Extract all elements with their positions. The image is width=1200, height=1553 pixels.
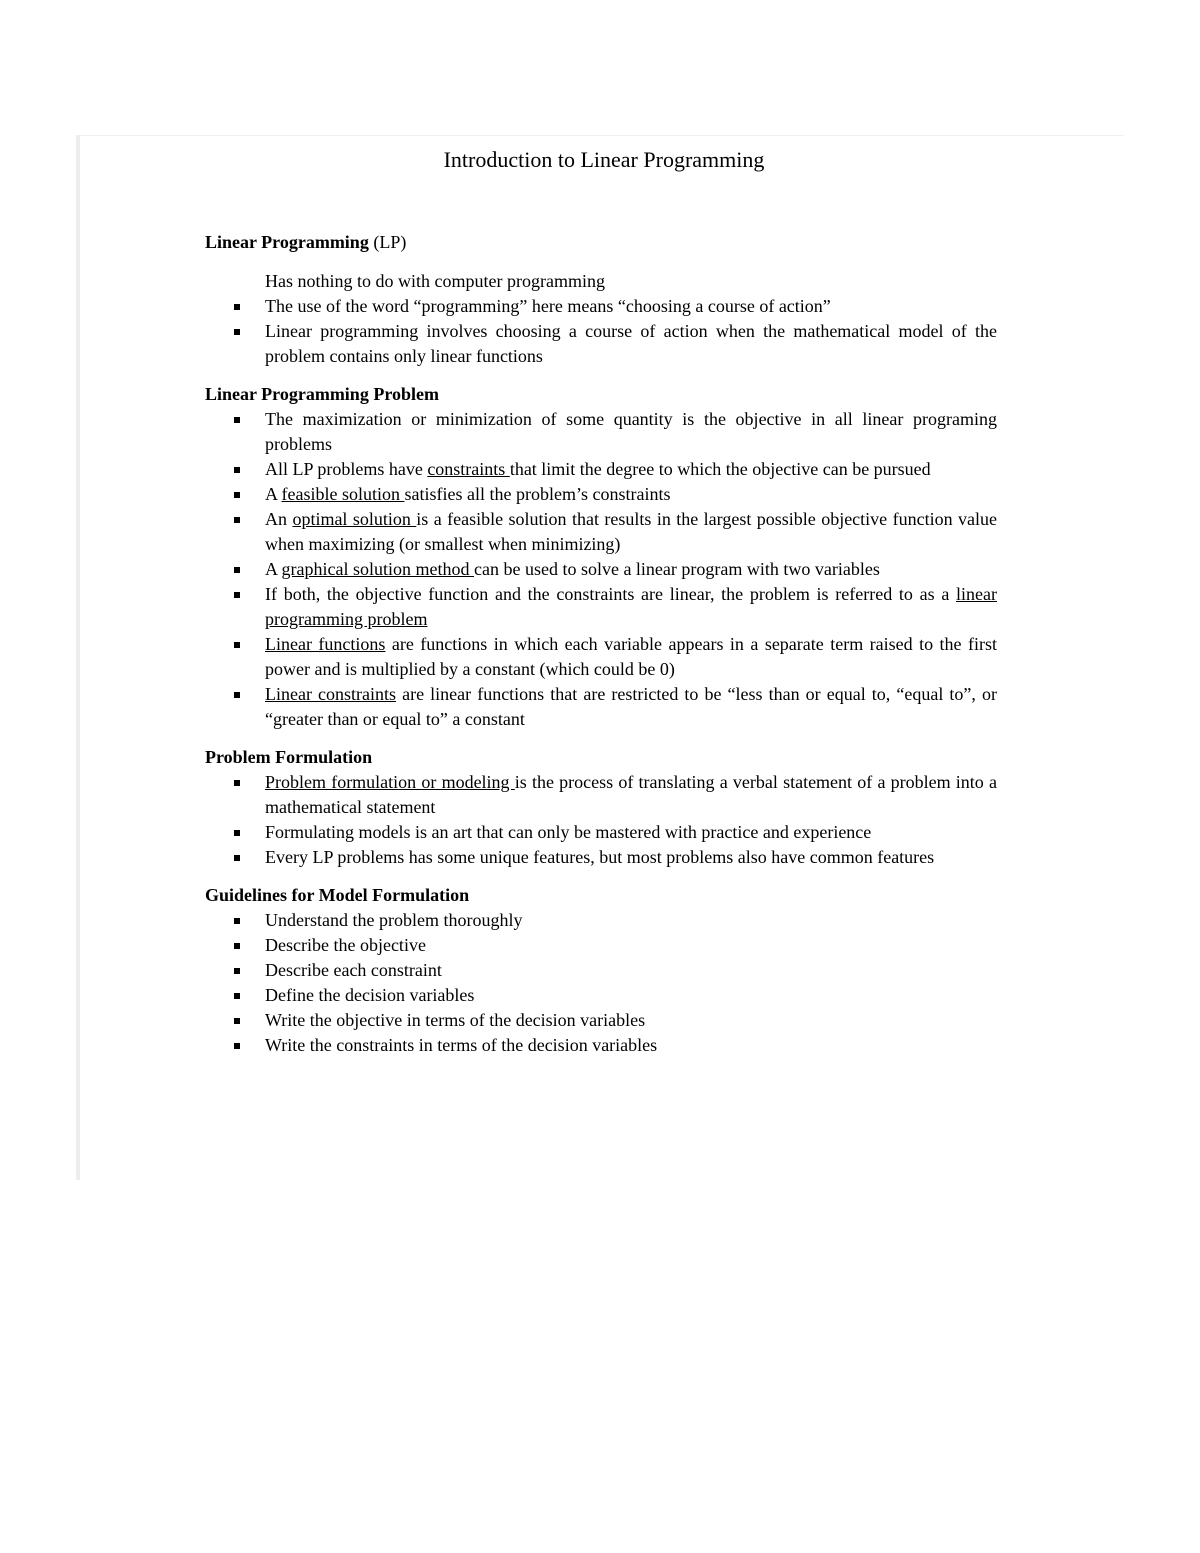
square-bullet-icon [234,567,240,573]
section-heading-lp-suffix: (LP) [368,232,407,252]
term-linear-constraints: Linear constraints [265,684,397,704]
term-graphical-solution-method: graphical solution method [281,559,474,579]
section-heading-pf: Problem Formulation [205,747,373,767]
list-item: Write the objective in terms of the decision variables [205,1008,997,1033]
list-item: Problem formulation or modeling is the process of translating a verbal statement of a problem into a mathematical statement [205,770,997,820]
list-item: All LP problems have constraints that limit the degree to which the objective can be pursued [205,457,997,482]
document-title: Introduction to Linear Programming [443,147,765,172]
lpp-bullet-list [205,407,997,732]
square-bullet-icon [234,304,240,310]
term-problem-formulation: Problem formulation or modeling [265,772,515,792]
term-linear-functions: Linear functions [265,634,386,654]
list-item: A graphical solution method can be used to solve a linear program with two variables [205,557,997,582]
section-heading-lp [205,230,997,255]
square-bullet-icon [234,642,240,648]
square-bullet-icon [234,1018,240,1024]
list-item: Formulating models is an art that can only be mastered with practice and experience [205,820,997,845]
list-item: Linear constraints are linear functions that are restricted to be “less than or equal to, “equal to”, or “greater than or equal to” a constant [205,682,997,732]
square-bullet-icon [234,943,240,949]
square-bullet-icon [234,780,240,786]
list-item: An optimal solution is a feasible solution that results in the largest possible objective function value when maximizing (or smallest when minimizing) [205,507,997,557]
list-item: Every LP problems has some unique features, but most problems also have common features [205,845,997,870]
square-bullet-icon [234,329,240,335]
pf-bullet-list [205,770,997,870]
square-bullet-icon [234,918,240,924]
square-bullet-icon [234,417,240,423]
square-bullet-icon [234,993,240,999]
term-constraints: constraints [427,459,510,479]
lp-intro-line: Has nothing to do with computer programming [265,271,605,291]
term-feasible-solution: feasible solution [281,484,405,504]
list-item: Linear functions are functions in which each variable appears in a separate term raised to the first power and is multiplied by a constant (which could be 0) [205,632,997,682]
section-heading-lp-main: Linear Programming [205,232,369,252]
term-linear-programming-problem: linear programming problem [265,584,997,629]
square-bullet-icon [234,492,240,498]
square-bullet-icon [234,855,240,861]
gmf-bullet-list [205,908,997,1058]
square-bullet-icon [234,1043,240,1049]
section-heading-gmf: Guidelines for Model Formulation [205,885,470,905]
lp-bullet-list [205,294,997,369]
document-body [205,230,997,1058]
list-item: Define the decision variables [205,983,997,1008]
list-item: Describe each constraint [205,958,997,983]
list-item: Understand the problem thoroughly [205,908,997,933]
list-item: Linear programming involves choosing a course of action when the mathematical model of the problem contains only linear functions [205,319,997,369]
list-item: The use of the word “programming” here means “choosing a course of action” [205,294,997,319]
list-item: If both, the objective function and the constraints are linear, the problem is referred to as a linear programming problem [205,582,997,632]
list-item: The maximization or minimization of some quantity is the objective in all linear programing problems [205,407,997,457]
square-bullet-icon [234,517,240,523]
square-bullet-icon [234,830,240,836]
square-bullet-icon [234,592,240,598]
square-bullet-icon [234,968,240,974]
square-bullet-icon [234,692,240,698]
list-item: A feasible solution satisfies all the problem’s constraints [205,482,997,507]
list-item: Write the constraints in terms of the decision variables [205,1033,997,1058]
list-item: Describe the objective [205,933,997,958]
section-heading-lpp: Linear Programming Problem [205,384,439,404]
square-bullet-icon [234,467,240,473]
term-optimal-solution: optimal solution [292,509,417,529]
